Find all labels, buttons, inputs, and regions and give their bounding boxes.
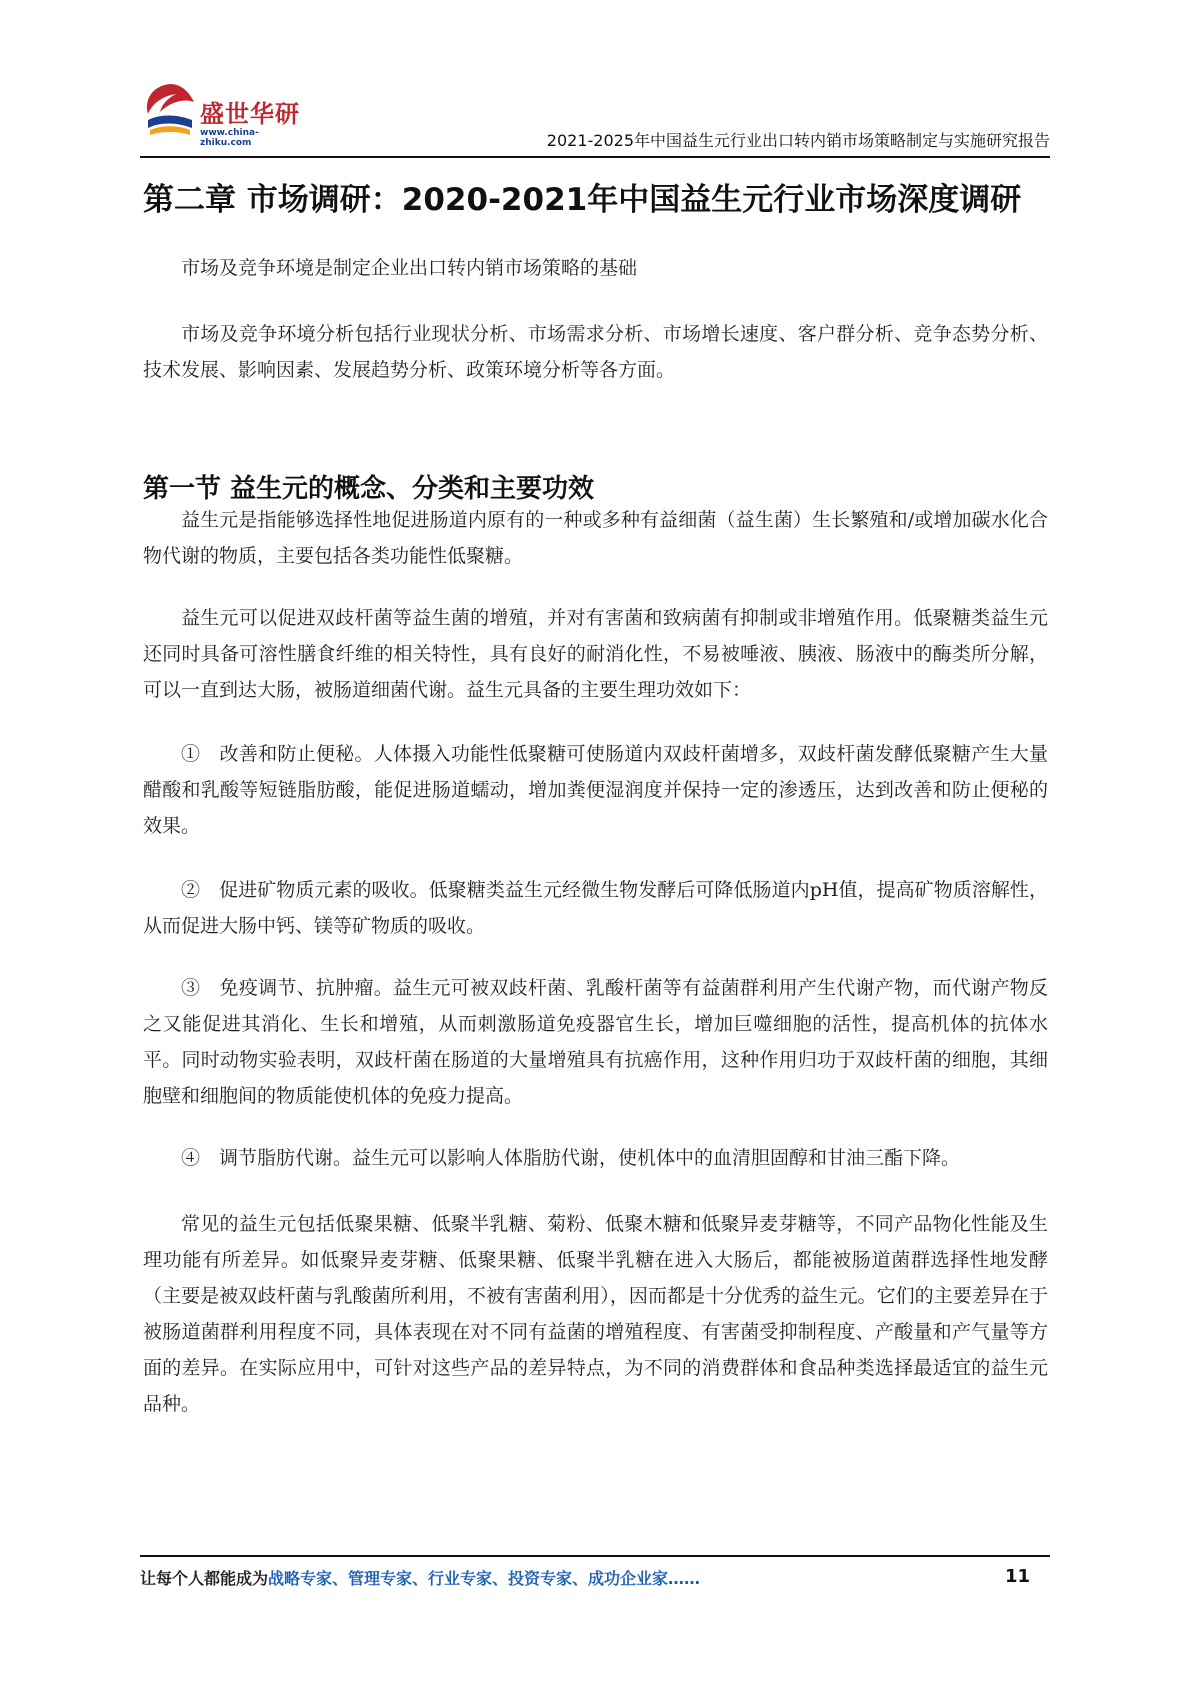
function-item-2: ② 促进矿物质元素的吸收。低聚糖类益生元经微生物发酵后可降低肠道内pH值，提高矿物质溶解性，从而促进大肠中钙、镁等矿物质的吸收。	[143, 879, 1048, 937]
footer-divider	[140, 1555, 1050, 1557]
section-title: 第一节 益生元的概念、分类和主要功效	[143, 474, 595, 504]
function-item-4: ④ 调节脂肪代谢。益生元可以影响人体脂肪代谢，使机体中的血清胆固醇和甘油三酯下降。	[181, 1147, 961, 1169]
body-paragraph-3: 常见的益生元包括低聚果糖、低聚半乳糖、菊粉、低聚木糖和低聚异麦芽糖等，不同产品物化性能及生理功能有所差异。如低聚异麦芽糖、低聚果糖、低聚半乳糖在进入大肠后，都能被肠道菌群选择性地发酵（主要是被双歧杆菌与乳酸菌所利用，不被有害菌利用），因而都是十分优秀的益生元。它们的主要差异在于被肠道菌群利用程度不同，具体表现在对不同有益菌的增殖程度、有害菌受抑制程度、产酸量和产气量等方面的差异。在实际应用中，可针对这些产品的差异特点，为不同的消费群体和食品种类选择最适宜的益生元品种。	[143, 1213, 1048, 1415]
logo-text: 盛世华研	[200, 100, 300, 128]
company-logo	[140, 80, 310, 148]
page-footer	[140, 1566, 1050, 1596]
logo-url: www.china-zhiku.com	[200, 128, 259, 148]
footer-slogan-roles: 战略专家、管理专家、行业专家、投资专家、成功企业家……	[268, 1569, 701, 1588]
page-number: 11	[1004, 1566, 1030, 1587]
intro-paragraph-2: 市场及竞争环境分析包括行业现状分析、市场需求分析、市场增长速度、客户群分析、竞争态势分析、技术发展、影响因素、发展趋势分析、政策环境分析等各方面。	[143, 323, 1048, 381]
body-paragraph-2: 益生元可以促进双歧杆菌等益生菌的增殖，并对有害菌和致病菌有抑制或非增殖作用。低聚糖类益生元还同时具备可溶性膳食纤维的相关特性，具有良好的耐消化性，不易被唾液、胰液、肠液中的酶类所分解，可以一直到达大肠，被肠道细菌代谢。益生元具备的主要生理功效如下：	[143, 607, 1048, 701]
chapter-title: 第二章 市场调研：2020-2021年中国益生元行业市场深度调研	[143, 182, 1022, 218]
header-divider	[140, 156, 1050, 158]
footer-slogan-lead: 让每个人都能成为	[140, 1569, 269, 1588]
report-title: 2021-2025年中国益生元行业出口转内销市场策略制定与实施研究报告	[546, 131, 1050, 150]
function-item-3: ③ 免疫调节、抗肿瘤。益生元可被双歧杆菌、乳酸杆菌等有益菌群利用产生代谢产物，而代谢产物反之又能促进其消化、生长和增殖，从而刺激肠道免疫器官生长，增加巨噬细胞的活性，提高机体的抗体水平。同时动物实验表明，双歧杆菌在肠道的大量增殖具有抗癌作用，这种作用归功于双歧杆菌的细胞，其细胞壁和细胞间的物质能使机体的免疫力提高。	[143, 977, 1048, 1107]
page-header	[140, 80, 1050, 150]
function-item-1: ① 改善和防止便秘。人体摄入功能性低聚糖可使肠道内双歧杆菌增多，双歧杆菌发酵低聚糖产生大量醋酸和乳酸等短链脂肪酸，能促进肠道蠕动，增加粪便湿润度并保持一定的渗透压，达到改善和防止便秘的效果。	[143, 743, 1048, 837]
body-paragraph-1: 益生元是指能够选择性地促进肠道内原有的一种或多种有益细菌（益生菌）生长繁殖和/或增加碳水化合物代谢的物质，主要包括各类功能性低聚糖。	[143, 509, 1048, 567]
logo-emblem-icon	[140, 80, 200, 142]
intro-paragraph-1: 市场及竞争环境是制定企业出口转内销市场策略的基础	[181, 257, 638, 279]
